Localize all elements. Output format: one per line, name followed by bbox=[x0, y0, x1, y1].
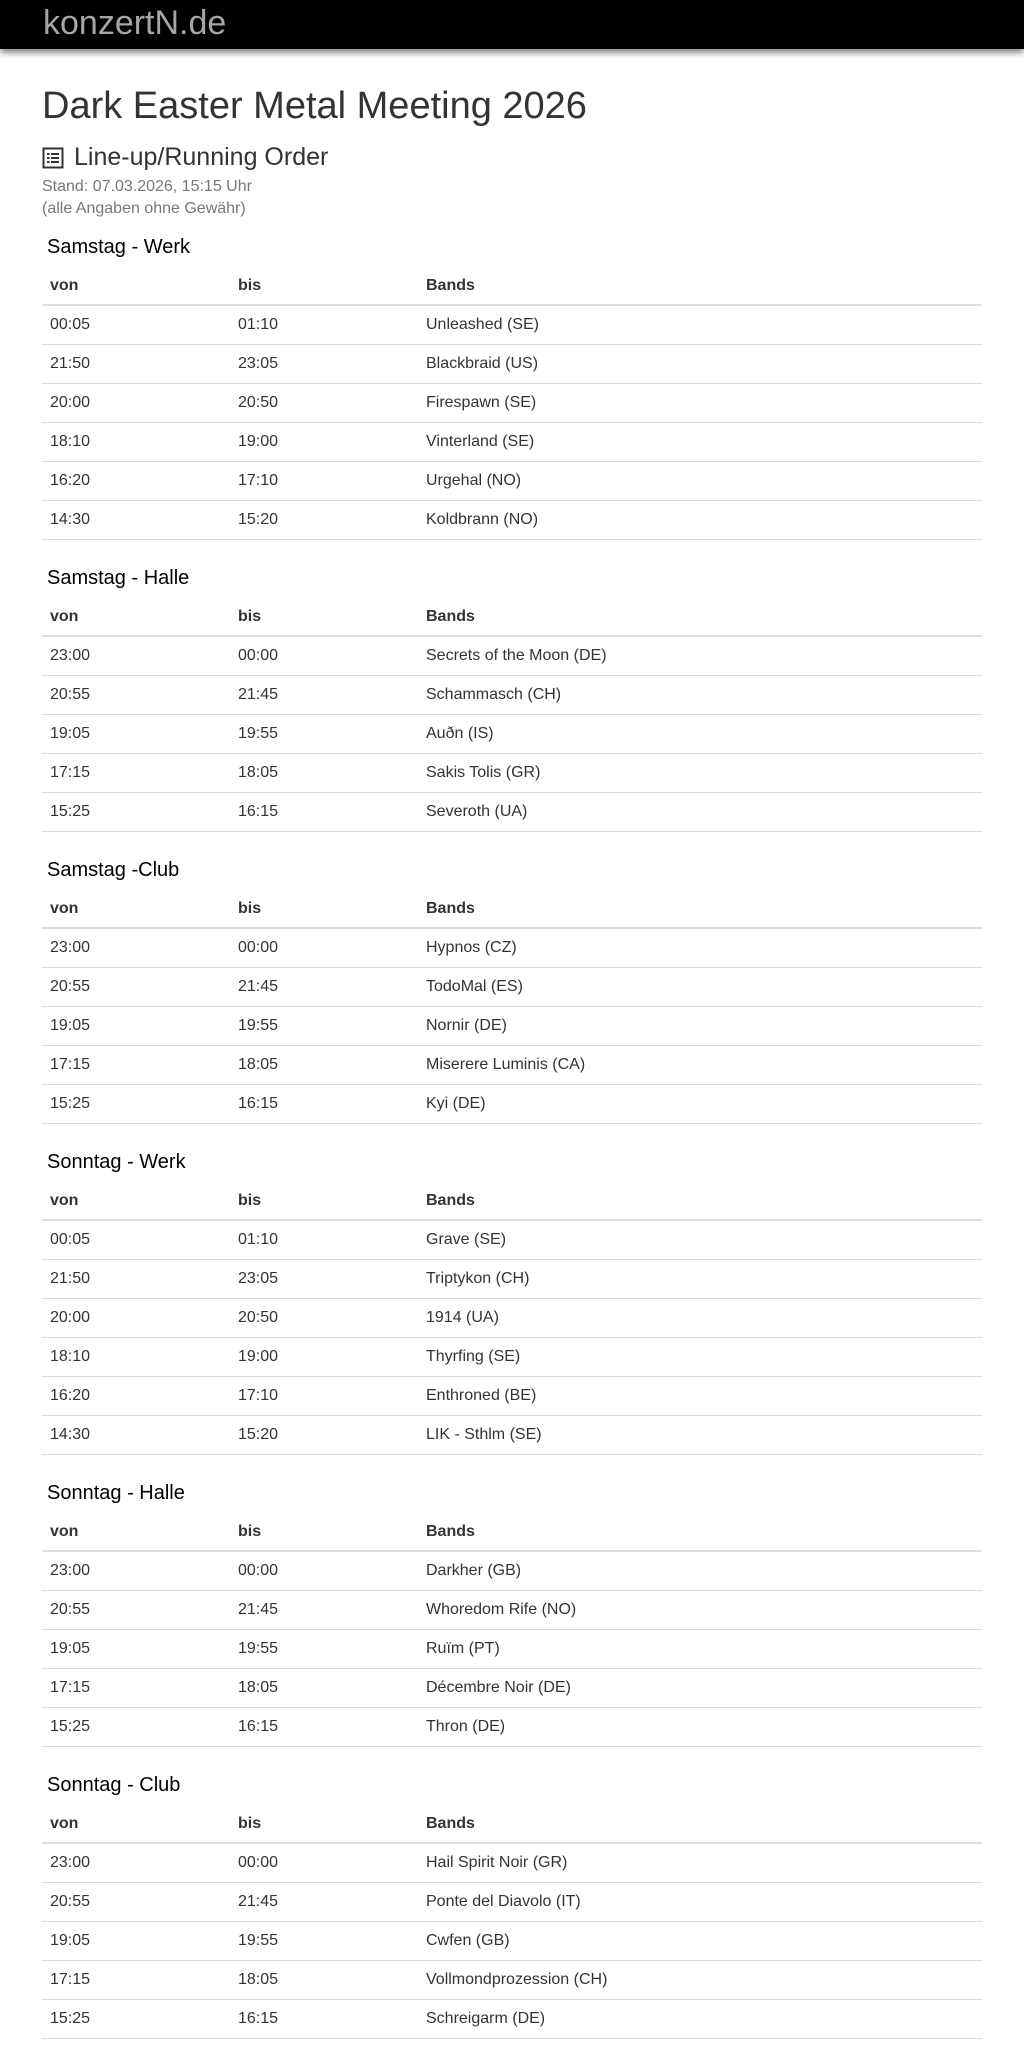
table-row bbox=[42, 1551, 982, 1591]
table-row bbox=[42, 305, 982, 345]
band-name: Blackbraid (US) bbox=[418, 345, 982, 384]
stage-title: Sonntag - Halle bbox=[47, 1482, 185, 1504]
stage-schedule bbox=[42, 235, 982, 540]
start-time: 15:25 bbox=[42, 1085, 230, 1124]
table-row bbox=[42, 1961, 982, 2000]
start-time: 17:15 bbox=[42, 754, 230, 793]
schedule-table bbox=[42, 890, 982, 1124]
end-time: 00:00 bbox=[230, 1551, 418, 1591]
schedule-table bbox=[42, 267, 982, 540]
start-time: 17:15 bbox=[42, 1669, 230, 1708]
end-time: 16:15 bbox=[230, 793, 418, 832]
table-row bbox=[42, 1085, 982, 1124]
table-row bbox=[42, 2000, 982, 2039]
start-time: 16:20 bbox=[42, 1377, 230, 1416]
table-row bbox=[42, 968, 982, 1007]
band-name: Urgehal (NO) bbox=[418, 462, 982, 501]
end-time: 16:15 bbox=[230, 1085, 418, 1124]
disclaimer-text: (alle Angaben ohne Gewähr) bbox=[42, 200, 246, 217]
start-time: 19:05 bbox=[42, 1007, 230, 1046]
start-time: 18:10 bbox=[42, 1338, 230, 1377]
column-header-from: von bbox=[42, 890, 230, 928]
band-name: Auðn (IS) bbox=[418, 715, 982, 754]
table-row bbox=[42, 1220, 982, 1260]
table-row bbox=[42, 1669, 982, 1708]
end-time: 18:05 bbox=[230, 1669, 418, 1708]
stage-title: Samstag -Club bbox=[47, 859, 180, 881]
stage-schedule bbox=[42, 566, 982, 832]
table-header-row bbox=[42, 1805, 982, 1843]
band-name: Sakis Tolis (GR) bbox=[418, 754, 982, 793]
column-header-to: bis bbox=[230, 890, 418, 928]
column-header-to: bis bbox=[230, 598, 418, 636]
end-time: 17:10 bbox=[230, 1377, 418, 1416]
stage-title: Samstag - Halle bbox=[47, 567, 190, 589]
end-time: 00:00 bbox=[230, 1843, 418, 1883]
band-name: LIK - Sthlm (SE) bbox=[418, 1416, 982, 1455]
stage-title: Sonntag - Club bbox=[47, 1774, 181, 1796]
band-name: Hail Spirit Noir (GR) bbox=[418, 1843, 982, 1883]
schedule-table bbox=[42, 1805, 982, 2039]
end-time: 00:00 bbox=[230, 636, 418, 676]
end-time: 15:20 bbox=[230, 501, 418, 540]
column-header-bands: Bands bbox=[418, 1513, 982, 1551]
stage-schedule bbox=[42, 1773, 982, 2039]
table-row bbox=[42, 1338, 982, 1377]
table-row bbox=[42, 1046, 982, 1085]
start-time: 23:00 bbox=[42, 928, 230, 968]
end-time: 01:10 bbox=[230, 1220, 418, 1260]
table-row bbox=[42, 676, 982, 715]
table-header-row bbox=[42, 1182, 982, 1220]
band-name: TodoMal (ES) bbox=[418, 968, 982, 1007]
main-content bbox=[42, 84, 982, 2039]
end-time: 23:05 bbox=[230, 1260, 418, 1299]
top-navbar bbox=[0, 0, 1024, 49]
band-name: Enthroned (BE) bbox=[418, 1377, 982, 1416]
end-time: 21:45 bbox=[230, 676, 418, 715]
column-header-from: von bbox=[42, 1182, 230, 1220]
end-time: 21:45 bbox=[230, 968, 418, 1007]
section-heading-label: Line-up/Running Order bbox=[74, 143, 329, 171]
band-name: Thyrfing (SE) bbox=[418, 1338, 982, 1377]
band-name: Schammasch (CH) bbox=[418, 676, 982, 715]
stage-schedule bbox=[42, 858, 982, 1124]
end-time: 19:00 bbox=[230, 423, 418, 462]
end-time: 00:00 bbox=[230, 928, 418, 968]
end-time: 20:50 bbox=[230, 1299, 418, 1338]
table-row bbox=[42, 715, 982, 754]
column-header-bands: Bands bbox=[418, 267, 982, 305]
end-time: 23:05 bbox=[230, 345, 418, 384]
band-name: Secrets of the Moon (DE) bbox=[418, 636, 982, 676]
table-row bbox=[42, 1007, 982, 1046]
band-name: Nornir (DE) bbox=[418, 1007, 982, 1046]
start-time: 16:20 bbox=[42, 462, 230, 501]
end-time: 19:55 bbox=[230, 1630, 418, 1669]
start-time: 19:05 bbox=[42, 1630, 230, 1669]
table-row bbox=[42, 1630, 982, 1669]
column-header-to: bis bbox=[230, 267, 418, 305]
start-time: 17:15 bbox=[42, 1961, 230, 2000]
table-row bbox=[42, 1416, 982, 1455]
start-time: 21:50 bbox=[42, 345, 230, 384]
table-row bbox=[42, 1591, 982, 1630]
end-time: 18:05 bbox=[230, 1046, 418, 1085]
table-row bbox=[42, 636, 982, 676]
column-header-bands: Bands bbox=[418, 1182, 982, 1220]
column-header-from: von bbox=[42, 598, 230, 636]
end-time: 21:45 bbox=[230, 1591, 418, 1630]
band-name: Firespawn (SE) bbox=[418, 384, 982, 423]
start-time: 19:05 bbox=[42, 1922, 230, 1961]
stage-schedule bbox=[42, 1481, 982, 1747]
end-time: 20:50 bbox=[230, 384, 418, 423]
band-name: Whoredom Rife (NO) bbox=[418, 1591, 982, 1630]
start-time: 18:10 bbox=[42, 423, 230, 462]
stage-title: Sonntag - Werk bbox=[47, 1151, 186, 1173]
start-time: 00:05 bbox=[42, 305, 230, 345]
end-time: 18:05 bbox=[230, 1961, 418, 2000]
column-header-from: von bbox=[42, 1513, 230, 1551]
band-name: Décembre Noir (DE) bbox=[418, 1669, 982, 1708]
end-time: 01:10 bbox=[230, 305, 418, 345]
table-header-row bbox=[42, 598, 982, 636]
stage-title: Samstag - Werk bbox=[47, 236, 190, 258]
start-time: 20:55 bbox=[42, 1883, 230, 1922]
start-time: 20:55 bbox=[42, 968, 230, 1007]
page-title: Dark Easter Metal Meeting 2026 bbox=[42, 85, 587, 127]
band-name: Grave (SE) bbox=[418, 1220, 982, 1260]
table-row bbox=[42, 1883, 982, 1922]
end-time: 19:55 bbox=[230, 715, 418, 754]
start-time: 20:00 bbox=[42, 1299, 230, 1338]
column-header-from: von bbox=[42, 267, 230, 305]
band-name: Koldbrann (NO) bbox=[418, 501, 982, 540]
band-name: Hypnos (CZ) bbox=[418, 928, 982, 968]
brand-logo-link[interactable]: konzertN.de bbox=[43, 4, 227, 42]
table-header-row bbox=[42, 890, 982, 928]
band-name: Severoth (UA) bbox=[418, 793, 982, 832]
section-heading bbox=[42, 142, 982, 172]
end-time: 17:10 bbox=[230, 462, 418, 501]
schedule-table bbox=[42, 1182, 982, 1455]
stand-timestamp: Stand: 07.03.2026, 15:15 Uhr bbox=[42, 178, 252, 195]
table-row bbox=[42, 1843, 982, 1883]
start-time: 20:55 bbox=[42, 676, 230, 715]
table-row bbox=[42, 384, 982, 423]
start-time: 23:00 bbox=[42, 1551, 230, 1591]
band-name: Thron (DE) bbox=[418, 1708, 982, 1747]
table-row bbox=[42, 501, 982, 540]
band-name: Vollmondprozession (CH) bbox=[418, 1961, 982, 2000]
table-row bbox=[42, 1299, 982, 1338]
end-time: 16:15 bbox=[230, 2000, 418, 2039]
table-header-row bbox=[42, 267, 982, 305]
column-header-to: bis bbox=[230, 1182, 418, 1220]
column-header-to: bis bbox=[230, 1513, 418, 1551]
table-row bbox=[42, 345, 982, 384]
schedule-sections bbox=[42, 235, 982, 2039]
start-time: 14:30 bbox=[42, 1416, 230, 1455]
band-name: Triptykon (CH) bbox=[418, 1260, 982, 1299]
end-time: 21:45 bbox=[230, 1883, 418, 1922]
start-time: 20:00 bbox=[42, 384, 230, 423]
column-header-from: von bbox=[42, 1805, 230, 1843]
end-time: 15:20 bbox=[230, 1416, 418, 1455]
schedule-table bbox=[42, 1513, 982, 1747]
start-time: 15:25 bbox=[42, 1708, 230, 1747]
schedule-table bbox=[42, 598, 982, 832]
start-time: 15:25 bbox=[42, 2000, 230, 2039]
table-header-row bbox=[42, 1513, 982, 1551]
start-time: 14:30 bbox=[42, 501, 230, 540]
table-row bbox=[42, 793, 982, 832]
start-time: 15:25 bbox=[42, 793, 230, 832]
band-name: 1914 (UA) bbox=[418, 1299, 982, 1338]
start-time: 17:15 bbox=[42, 1046, 230, 1085]
table-row bbox=[42, 928, 982, 968]
band-name: Schreigarm (DE) bbox=[418, 2000, 982, 2039]
list-alt-icon bbox=[42, 146, 64, 168]
table-row bbox=[42, 1377, 982, 1416]
start-time: 21:50 bbox=[42, 1260, 230, 1299]
update-info bbox=[42, 176, 982, 220]
band-name: Kyi (DE) bbox=[418, 1085, 982, 1124]
column-header-bands: Bands bbox=[418, 598, 982, 636]
column-header-to: bis bbox=[230, 1805, 418, 1843]
end-time: 19:55 bbox=[230, 1007, 418, 1046]
start-time: 19:05 bbox=[42, 715, 230, 754]
start-time: 23:00 bbox=[42, 1843, 230, 1883]
start-time: 00:05 bbox=[42, 1220, 230, 1260]
table-row bbox=[42, 1260, 982, 1299]
end-time: 19:00 bbox=[230, 1338, 418, 1377]
start-time: 23:00 bbox=[42, 636, 230, 676]
band-name: Darkher (GB) bbox=[418, 1551, 982, 1591]
band-name: Miserere Luminis (CA) bbox=[418, 1046, 982, 1085]
column-header-bands: Bands bbox=[418, 1805, 982, 1843]
stage-schedule bbox=[42, 1150, 982, 1455]
band-name: Unleashed (SE) bbox=[418, 305, 982, 345]
table-row bbox=[42, 1708, 982, 1747]
band-name: Vinterland (SE) bbox=[418, 423, 982, 462]
start-time: 20:55 bbox=[42, 1591, 230, 1630]
table-row bbox=[42, 462, 982, 501]
end-time: 16:15 bbox=[230, 1708, 418, 1747]
table-row bbox=[42, 754, 982, 793]
band-name: Cwfen (GB) bbox=[418, 1922, 982, 1961]
end-time: 18:05 bbox=[230, 754, 418, 793]
table-row bbox=[42, 1922, 982, 1961]
band-name: Ponte del Diavolo (IT) bbox=[418, 1883, 982, 1922]
column-header-bands: Bands bbox=[418, 890, 982, 928]
end-time: 19:55 bbox=[230, 1922, 418, 1961]
band-name: Ruïm (PT) bbox=[418, 1630, 982, 1669]
table-row bbox=[42, 423, 982, 462]
